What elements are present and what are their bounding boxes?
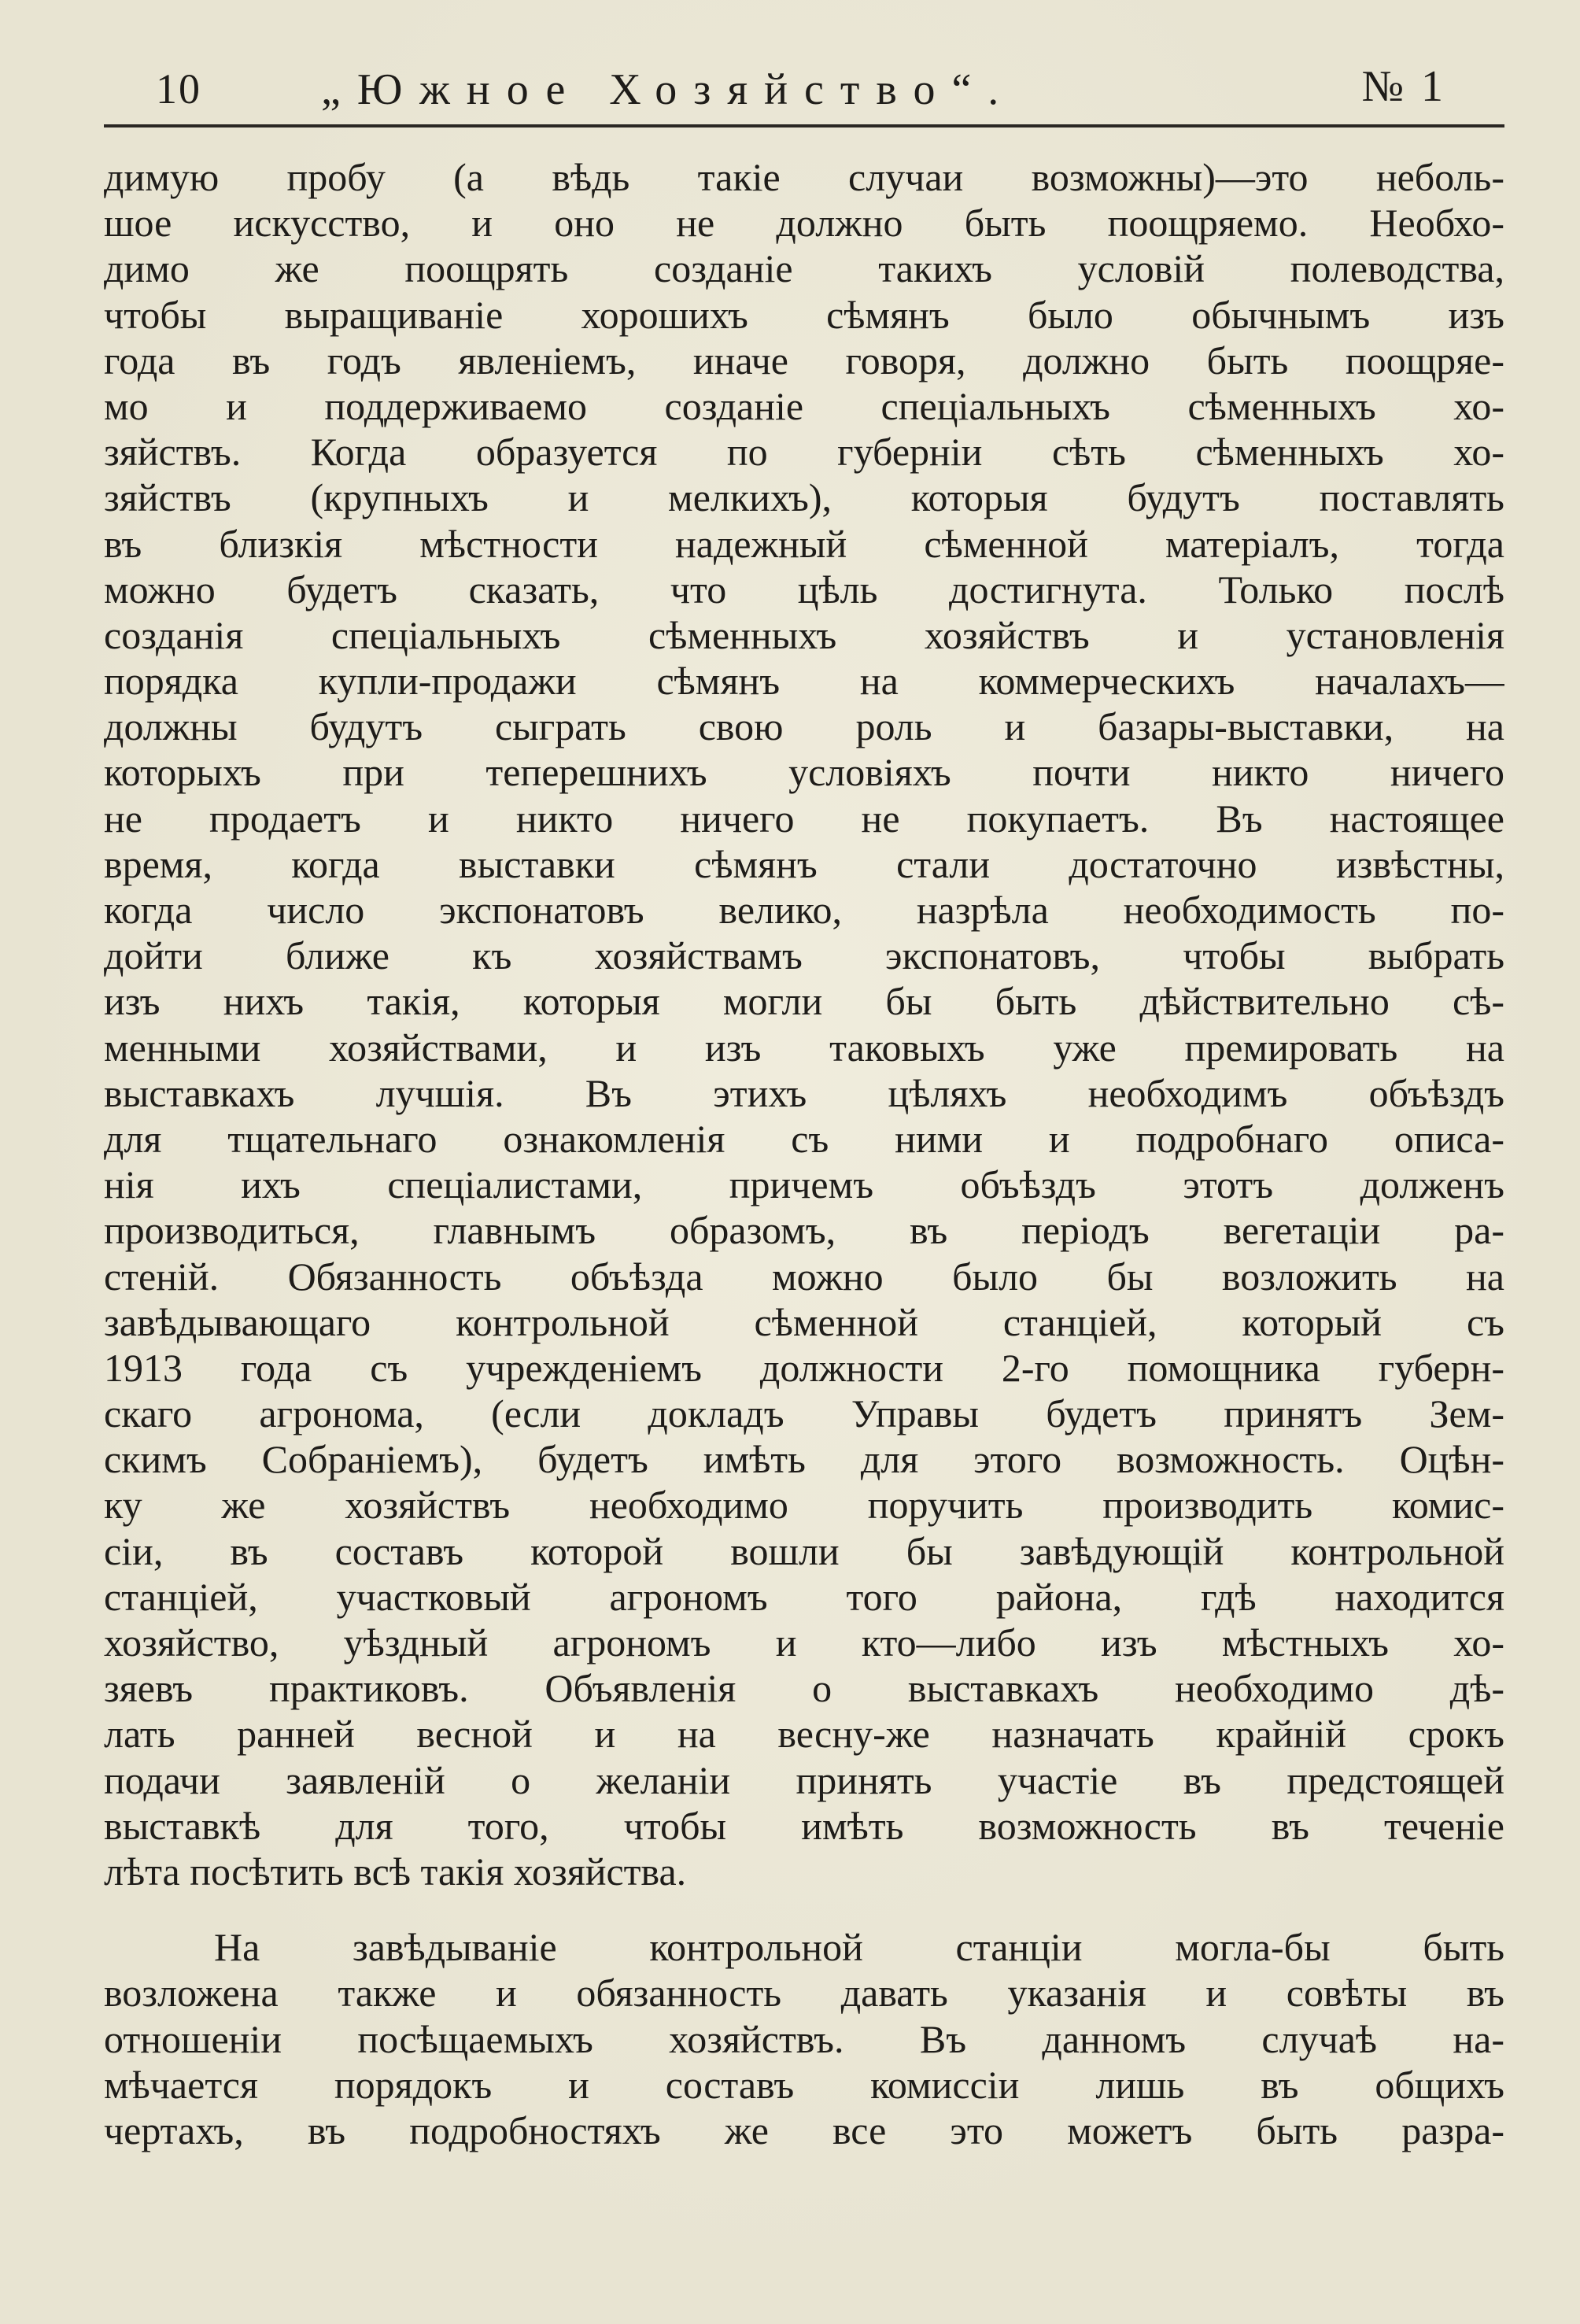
page-number: 10 <box>156 65 201 113</box>
text-line: въ близкія мѣстности надежный сѣменной матеріалъ, тогда <box>104 521 1504 566</box>
text-line: созданія спеціальныхъ сѣменныхъ хозяйствъ и установленія <box>104 612 1504 657</box>
text-line: дойти ближе къ хозяйствамъ экспонатовъ, чтобы выбрать <box>104 933 1504 978</box>
text-line: лать ранней весной и на весну-же назначать крайній срокъ <box>104 1712 1504 1757</box>
text-line: нія ихъ спеціалистами, причемъ объѣздъ этотъ долженъ <box>104 1162 1504 1207</box>
text-line: скаго агронома, (если докладъ Управы будетъ принятъ Зем- <box>104 1391 1504 1436</box>
paragraph-2 <box>104 1924 1504 2153</box>
text-line: порядка купли-продажи сѣмянъ на коммерческихъ началахъ— <box>104 659 1504 704</box>
text-line: которыхъ при теперешнихъ условіяхъ почти никто ничего <box>104 750 1504 795</box>
text-line: станціей, участковый агрономъ того района, гдѣ находится <box>104 1574 1504 1619</box>
text-line: димо же поощрять созданіе такихъ условій полеводства, <box>104 246 1504 291</box>
text-line: чтобы выращиваніе хорошихъ сѣмянъ было обычнымъ изъ <box>104 292 1504 337</box>
text-line: когда число экспонатовъ велико, назрѣла необходимость по- <box>104 888 1504 932</box>
header-rule <box>104 124 1504 127</box>
text-line: зяйствъ. Когда образуется по губерніи сѣть сѣменныхъ хо- <box>104 430 1504 475</box>
text-line: 1913 года съ учрежденіемъ должности 2-го помощника губерн- <box>104 1345 1504 1390</box>
text-line: мо и поддерживаемо созданіе спеціальныхъ сѣменныхъ хо- <box>104 383 1504 428</box>
paragraph-gap <box>104 1894 1504 1924</box>
text-line: можно будетъ сказать, что цѣль достигнута. Только послѣ <box>104 567 1504 611</box>
text-line: должны будутъ сыграть свою роль и базары-выставки, на <box>104 704 1504 749</box>
text-line: возложена также и обязанность давать указанія и совѣты въ <box>104 1971 1504 2015</box>
text-line: производиться, главнымъ образомъ, въ періодъ вегетаціи ра- <box>104 1208 1504 1253</box>
text-line: отношеніи посѣщаемыхъ хозяйствъ. Въ данномъ случаѣ на- <box>104 2016 1504 2061</box>
text-line: года въ годъ явленіемъ, иначе говоря, должно быть поощряе- <box>104 338 1504 382</box>
text-line: стеній. Обязанность объѣзда можно было бы возложить на <box>104 1254 1504 1299</box>
text-line: зяйствъ (крупныхъ и мелкихъ), которыя будутъ поставлять <box>104 475 1504 520</box>
text-line: ку же хозяйствъ необходимо поручить производить комис- <box>104 1483 1504 1528</box>
running-header <box>156 62 1446 121</box>
text-line: подачи заявленій о желаніи принять участіе въ предстоящей <box>104 1757 1504 1802</box>
text-line: На завѣдываніе контрольной станціи могла-бы быть <box>214 1925 1504 1970</box>
text-line: завѣдывающаго контрольной сѣменной станціей, который съ <box>104 1299 1504 1344</box>
text-line: димую пробу (а вѣдь такіе случаи возможны)—это неболь- <box>104 155 1504 199</box>
text-line: шое искусство, и оно не должно быть поощряемо. Необхо- <box>104 201 1504 246</box>
text-line: зяевъ практиковъ. Объявленія о выставкахъ необходимо дѣ- <box>104 1666 1504 1711</box>
text-line: время, когда выставки сѣмянъ стали достаточно извѣстны, <box>104 841 1504 886</box>
text-line: сіи, въ составъ которой вошли бы завѣдующій контрольной <box>104 1528 1504 1573</box>
journal-title: „Южное Хозяйство“. <box>321 65 1016 114</box>
text-line: мѣчается порядокъ и составъ комиссіи лишь въ общихъ <box>104 2062 1504 2107</box>
text-line: выставкахъ лучшія. Въ этихъ цѣляхъ необходимъ объѣздъ <box>104 1070 1504 1115</box>
issue-number: № 1 <box>1361 62 1446 111</box>
paragraph-1 <box>104 154 1504 1894</box>
text-line: скимъ Собраніемъ), будетъ имѣть для этого возможность. Оцѣн- <box>104 1437 1504 1482</box>
body-text <box>104 154 1504 2153</box>
text-line: чертахъ, въ подробностяхъ же все это можетъ быть разра- <box>104 2108 1504 2152</box>
text-line: лѣта посѣтить всѣ такія хозяйства. <box>104 1849 687 1894</box>
text-line: выставкѣ для того, чтобы имѣть возможность въ теченіе <box>104 1803 1504 1848</box>
text-line: для тщательнаго ознакомленія съ ними и подробнаго описа- <box>104 1116 1504 1161</box>
text-line: хозяйство, уѣздный агрономъ и кто—либо изъ мѣстныхъ хо- <box>104 1620 1504 1664</box>
text-line: не продаетъ и никто ничего не покупаетъ. Въ настоящее <box>104 796 1504 841</box>
text-line: менными хозяйствами, и изъ таковыхъ уже премировать на <box>104 1025 1504 1070</box>
text-line: изъ нихъ такія, которыя могли бы быть дѣйствительно сѣ- <box>104 979 1504 1024</box>
